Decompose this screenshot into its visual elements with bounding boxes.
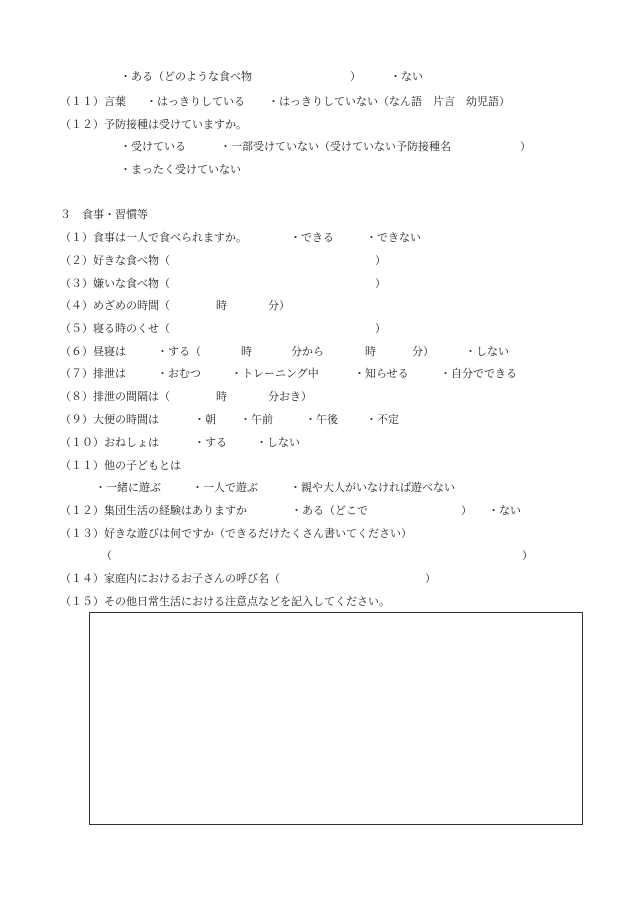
question-label: 言葉 [104,95,126,108]
section-heading: ３ 食事・習慣等 [60,208,148,221]
option-not-vaccinated[interactable]: ・まったく受けていない [120,163,241,176]
q10-line [60,436,159,450]
question-number: （４） [60,299,93,312]
option-diaper[interactable]: ・おむつ [157,367,201,380]
option-vaccinated[interactable]: ・受けている [120,140,186,153]
q13-line [60,527,412,541]
question-number: （１０） [60,436,104,449]
hour-unit: 時 [365,345,376,358]
question-number: （１） [60,231,93,244]
question-label: 嫌いな食べ物（ [93,277,170,290]
question-label: 予防接種は受けていますか。 [104,118,247,131]
vaccination-question [60,118,247,132]
option-cannot[interactable]: ・できない [366,231,421,244]
minute-unit: 分） [268,299,290,312]
option-needs-adult[interactable]: ・親や大人がいなければ遊べない [290,481,455,494]
option-partially-vaccinated[interactable]: ・一部受けていない（受けていない予防接種名 [220,140,451,153]
q11-line [60,459,181,473]
food-allergy-line [120,70,252,84]
question-label: その他日常生活における注意点などを記入してください。 [104,595,390,608]
option-plays-alone[interactable]: ・一人で遊ぶ [192,481,258,494]
option-morning[interactable]: ・朝 [194,413,216,426]
question-label: 家庭内におけるお子さんの呼び名（ [104,572,280,585]
option-no[interactable]: ・ない [390,70,423,83]
question-number: （１１） [60,459,104,472]
question-label: 排泄の間隔は（ [93,390,170,403]
question-label: 好きな食べ物（ [93,254,170,267]
question-label: 排泄は [93,367,126,380]
hour-unit: 時 [216,390,227,403]
option-unclear[interactable]: ・はっきりしていない（なん語 片言 幼児語） [268,95,510,108]
option-nap-yes[interactable]: ・する（ [157,345,201,358]
option-training[interactable]: ・トレーニング中 [231,367,319,380]
question-number: （１１） [60,95,104,108]
paren-close: ） [522,549,533,562]
question-number: （１２） [60,504,104,517]
paren-close: ） [520,140,531,153]
question-label: 他の子どもとは [104,459,181,472]
q2-line [60,254,170,268]
option-am[interactable]: ・午前 [240,413,273,426]
q12-line [60,504,247,518]
q7-line [60,367,126,381]
q9-line [60,413,159,427]
q4-line [60,299,170,313]
option-nap-no[interactable]: ・しない [465,345,509,358]
speech-question [60,95,126,109]
q8-line [60,390,170,404]
q14-line [60,572,280,586]
option-irregular[interactable]: ・不定 [366,413,399,426]
question-number: （２） [60,254,93,267]
option-wets[interactable]: ・する [194,436,227,449]
option-does-not-wet[interactable]: ・しない [256,436,300,449]
question-label: 食事は一人で食べられますか。 [93,231,247,244]
hour-unit: 時 [216,299,227,312]
notes-textarea[interactable] [89,612,583,825]
question-number: （１４） [60,572,104,585]
option-plays-together[interactable]: ・一緒に遊ぶ [95,481,161,494]
question-label: 集団生活の経験はありますか [104,504,247,517]
question-number: （５） [60,322,93,335]
q3-line [60,277,170,291]
question-label: 寝る時のくせ（ [93,322,170,335]
question-number: （８） [60,390,93,403]
question-number: （９） [60,413,93,426]
option-yes-food[interactable]: ・ある（どのような食べ物 [120,70,252,83]
question-number: （１５） [60,595,104,608]
question-number: （１３） [60,527,104,540]
option-pm[interactable]: ・午後 [305,413,338,426]
paren-open: （ [101,549,112,562]
option-self[interactable]: ・自分でできる [440,367,517,380]
option-group-yes[interactable]: ・ある（どこで [291,504,368,517]
paren-close: ） [375,322,386,335]
question-number: （３） [60,277,93,290]
q1-line [60,231,247,245]
option-clear[interactable]: ・はっきりしている [146,95,245,108]
question-number: （６） [60,345,93,358]
question-label: 好きな遊びは何ですか（できるだけたくさん書いてください） [104,527,412,540]
question-label: 大便の時間は [93,413,159,426]
question-label: おねしょは [104,436,159,449]
minute-unit: 分） [412,345,434,358]
option-tells[interactable]: ・知らせる [354,367,409,380]
question-label: 昼寝は [93,345,126,358]
paren-close: ） [461,504,472,517]
minute-unit: 分から [291,345,324,358]
q15-line [60,595,390,609]
paren-close: ） [375,254,386,267]
option-group-no[interactable]: ・ない [488,504,521,517]
minute-unit: 分おき） [268,390,312,403]
question-number: （７） [60,367,93,380]
paren-close: ） [375,277,386,290]
question-label: めざめの時間（ [93,299,170,312]
paren-close: ） [350,70,361,83]
hour-unit: 時 [241,345,252,358]
q6-line [60,345,126,359]
q5-line [60,322,170,336]
option-can[interactable]: ・できる [290,231,334,244]
question-number: （１２） [60,118,104,131]
paren-close: ） [425,572,436,585]
